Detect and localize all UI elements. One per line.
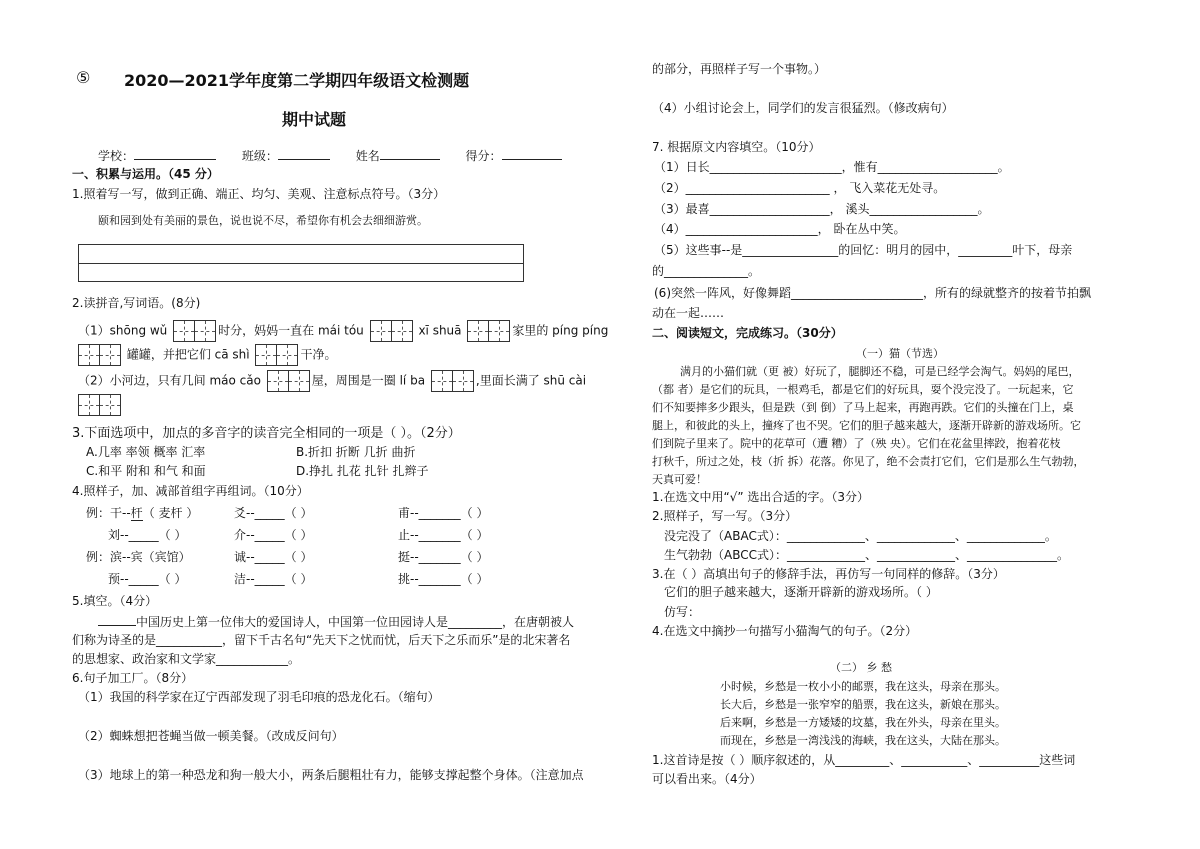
q6-item-3-cont: 的部分，再照样子写一个事物。） [652,62,827,76]
passage-2-title: （二） 乡 愁 [830,661,892,674]
reading-q3-sentence[interactable]: 它们的胆子越来越大，逐渐开辟新的游戏场所。（ ） [664,585,938,599]
answer-cells[interactable] [431,370,474,392]
q3-option-a[interactable]: A.几率 率领 概率 汇率 [86,445,206,459]
q6-item-2: （2）蜘蛛想把苍蝇当做一顿美餐。（改成反问句） [78,729,344,743]
q4-item[interactable]: 甫--_______（ ） [398,506,489,520]
q6-item-4: （4）小组讨论会上，同学们的发言很猛烈。（修改病句） [652,101,954,115]
q4-prompt: 4.照样子，加、减部首组字再组词。（10分） [72,484,309,498]
circle-number: ⑤ [76,68,91,87]
q5-line-1[interactable] [98,613,574,630]
pinyin-text: 时分，妈妈一直在 mái tóu [218,323,364,338]
q4-example-char: 杆 [130,506,143,520]
pinyin-text: （1）shōng wǔ [78,323,168,338]
q7-item-1[interactable]: （1）日长______________________，惟有____________________。 [654,160,1010,174]
reading-q2: 2.照样子，写一写。（3分） [652,509,798,523]
q1-writing-box[interactable] [78,244,524,282]
pinyin-text: 罐罐，并把它们 cā shì [126,347,250,362]
poem-q1-cont: 可以看出来。（4分） [652,772,762,786]
q7-prompt: 7. 根据原文内容填空。（10分） [652,140,821,154]
pinyin-text: ,里面长满了 shū cài [475,373,587,388]
q3-option-d[interactable]: D.挣扎 扎花 扎针 扎辫子 [296,464,429,478]
q2-line-1 [78,320,608,342]
answer-cells[interactable] [467,320,510,342]
school-label: 学校： [98,149,135,163]
q7-item-5[interactable]: （5）这些事--是________________的回忆：明月的园中，_________叶下，母亲 [654,243,1073,257]
passage-1-line: 天真可爱！ [652,473,707,486]
q4-example-1 [86,506,198,521]
q1-model-text: 颐和园到处有美丽的景色，说也说不尽，希望你有机会去细细游赏。 [98,214,428,227]
q5-blank[interactable] [98,613,136,626]
class-field[interactable] [278,147,330,160]
poem-line: 而现在，乡愁是一湾浅浅的海峡，我在这头，大陆在那头。 [720,734,1006,747]
q4-item[interactable]: 挺--_______（ ） [398,550,489,564]
name-label: 姓名 [355,149,380,163]
q4-item[interactable]: 挑--_______（ ） [398,572,489,586]
pinyin-text: 干净。 [300,347,337,362]
passage-1-line: 们不知要摔多少跟头，但是跌（到 倒）了马上起来，再跑再跌。它们的头撞在门上，桌 [652,401,1074,414]
q3-option-b[interactable]: B.折扣 折断 几折 曲折 [296,445,416,459]
q4-item[interactable]: 止--_______（ ） [398,528,489,542]
passage-1-line: 们到院子里来了。院中的花草可（遭 糟）了（殃 央）。它们在花盆里摔跤，抱着花枝 [652,437,1061,450]
poem-q1[interactable]: 1.这首诗是按（ ）顺序叙述的，从_________、___________、__________这些词 [652,753,1076,767]
page-title: 2020—2021学年度第二学期四年级语文检测题 [124,71,470,90]
q7-item-5-cont[interactable]: 的______________。 [652,264,761,278]
q4-item[interactable]: 刘--_____（ ） [108,528,187,542]
score-field[interactable] [502,147,562,160]
q4-item[interactable]: 洁--_____（ ） [234,572,313,586]
q4-item[interactable]: 诚--_____（ ） [234,550,313,564]
q5-line-3[interactable]: 的思想家、政治家和文学家____________。 [72,652,301,666]
q5-text: 中国历史上第一位伟大的爱国诗人，中国第一位田园诗人是_________，在唐朝被人 [136,615,575,629]
pinyin-text: 屋，周围是一圈 lí ba [311,373,426,388]
poem-line: 小时候，乡愁是一枚小小的邮票，我在这头，母亲在那头。 [720,680,1006,693]
q4-item[interactable]: 介--_____（ ） [234,528,313,542]
q4-item[interactable]: 爻--_____（ ） [234,506,313,520]
poem-line: 长大后，乡愁是一张窄窄的船票，我在这头，新娘在那头。 [720,698,1006,711]
q7-item-4[interactable]: （4）______________________， 卧在丛中笑。 [654,222,906,236]
passage-1-line: 打秋千，所过之处，枝（折 拆）花落。你见了，绝不会责打它们，它们是那么生气勃勃， [652,455,1085,468]
answer-cells[interactable] [370,320,413,342]
q1-prompt: 1.照着写一写，做到正确、端正、均匀、美观、注意标点符号。（3分） [72,187,446,201]
pinyin-text: 家里的 píng píng [512,323,609,338]
answer-cells[interactable] [173,320,216,342]
reading-q3-imitate[interactable]: 仿写： [664,605,701,619]
student-info-row [98,147,562,164]
q3-prompt: 3.下面选项中，加点的多音字的读音完全相同的一项是（ ）。（2分） [72,426,461,441]
passage-1-title: （一）猫（节选） [856,347,944,360]
answer-cells[interactable] [267,370,310,392]
q6-item-3: （3）地球上的第一种恐龙和狗一般大小，两条后腿粗壮有力，能够支撑起整个身体。（注意加点 [78,768,584,782]
q4-example-2: 例：滨--宾（宾馆） [86,550,191,564]
q2-line-3 [78,370,586,392]
reading-q2-b[interactable]: 生气勃勃（ABCC式）：_____________、_____________、_______________。 [664,548,1069,562]
reading-q2-a[interactable]: 没完没了（ABAC式）：_____________、_____________、_____________。 [664,529,1057,543]
page-subtitle: 期中试题 [282,110,347,129]
reading-q4: 4.在选文中摘抄一句描写小猫淘气的句子。（2分） [652,624,918,638]
reading-q1: 1.在选文中用“√” 选出合适的字。（3分） [652,490,869,504]
answer-cells[interactable] [255,344,298,366]
q7-item-3[interactable]: （3）最喜____________________， 溪头__________________。 [654,202,990,216]
q4-text: （ 麦杆 ） [142,506,199,520]
answer-cells[interactable] [78,344,121,366]
section-1-title: 一、积累与运用。（45 分） [72,167,219,181]
q4-text: 例：干-- [86,506,131,520]
passage-1-line: 腿上，和彼此的头上，撞疼了也不哭。它们的胆子越来越大，逐渐开辟新的游戏场所。它 [652,419,1081,432]
score-label: 得分： [465,149,502,163]
pinyin-text: （2）小河边，只有几间 máo cǎo [78,373,261,388]
passage-1-line: （都 者）是它们的玩具，一根鸡毛，都是它们的好玩具，耍个没完没了。一玩起来，它 [652,383,1074,396]
q5-prompt: 5.填空。（4分） [72,594,158,608]
section-2-title: 二、阅读短文，完成练习。（30分） [652,326,843,340]
q6-prompt: 6.句子加工厂。（8分） [72,671,194,685]
q3-option-c[interactable]: C.和平 附和 和气 和面 [86,464,206,478]
answer-cells[interactable] [78,394,121,416]
name-field[interactable] [380,147,440,160]
pinyin-text: xī shuā [418,323,462,338]
reading-q3: 3.在（ ）高填出句子的修辞手法，再仿写一句同样的修辞。（3分） [652,567,1005,581]
q5-line-2[interactable]: 们称为诗圣的是___________，留下千古名句“先天下之忧而忧，后天下之乐而乐”是的北宋著名 [72,633,571,647]
q2-line-4 [78,394,123,416]
q2-line-2 [78,344,336,366]
q7-item-6-cont: 动在一起…… [652,306,725,320]
q7-item-6[interactable]: (6)突然一阵风，好像舞蹈______________________，所有的绿就整齐的按着节拍飘 [654,286,1092,300]
class-label: 班级： [241,149,278,163]
q2-prompt: 2.读拼音,写词语。(8分) [72,296,201,310]
poem-line: 后来啊，乡愁是一方矮矮的坟墓，我在外头，母亲在里头。 [720,716,1006,729]
passage-1-line: 满月的小猫们就（更 被）好玩了，腿脚还不稳，可是已经学会淘气。妈妈的尾巴， [680,365,1080,378]
q7-item-2[interactable]: （2）________________________ ， 飞入菜花无处寻。 [654,181,946,195]
q4-item[interactable]: 预--_____（ ） [108,572,187,586]
q6-item-1: （1）我国的科学家在辽宁西部发现了羽毛印痕的恐龙化石。（缩句） [78,690,440,704]
school-field[interactable] [134,147,216,160]
